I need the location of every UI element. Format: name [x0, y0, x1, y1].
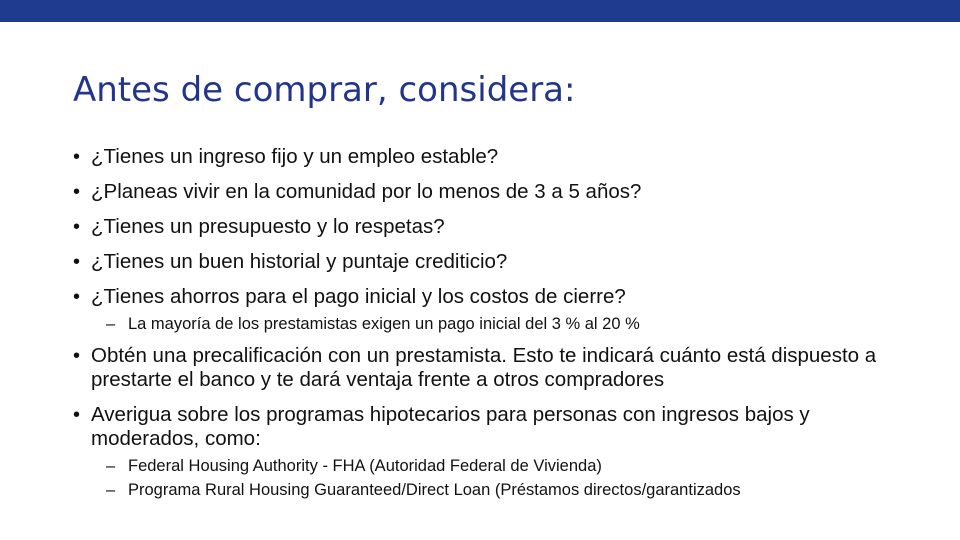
bullet-marker: • — [73, 286, 81, 308]
sub-list — [73, 312, 933, 336]
sub-bullet-text: La mayoría de los prestamistas exigen un pago inicial del 3 % al 20 % — [128, 314, 640, 333]
bullet-marker: • — [73, 344, 81, 367]
sub-bullet-text: Programa Rural Housing Guaranteed/Direct Loan (Préstamos directos/garantizados — [128, 480, 741, 499]
bullet-text: ¿Tienes un ingreso fijo y un empleo estable? — [91, 145, 499, 168]
bullet-marker: • — [73, 216, 81, 238]
slide-title: Antes de comprar, considera: — [73, 70, 576, 110]
bullet-list — [73, 145, 933, 502]
bullet-marker: • — [73, 146, 81, 168]
sub-bullet-marker: – — [106, 314, 116, 333]
sub-bullet-item — [106, 454, 933, 478]
sub-bullet-item — [106, 312, 933, 336]
bullet-item — [73, 215, 933, 240]
bullet-item — [73, 145, 933, 170]
sub-bullet-marker: – — [106, 456, 116, 475]
bullet-text: ¿Tienes un presupuesto y lo respetas? — [91, 215, 445, 238]
sub-bullet-text: Federal Housing Authority - FHA (Autoridad Federal de Vivienda) — [128, 456, 602, 475]
sub-bullet-item — [106, 478, 933, 502]
bullet-text: ¿Tienes ahorros para el pago inicial y los costos de cierre? — [91, 285, 626, 308]
bullet-item — [73, 180, 933, 205]
bullet-item-prequalification — [73, 344, 891, 393]
bullet-item-programs — [73, 403, 891, 452]
bullet-marker: • — [73, 403, 81, 426]
bullet-item — [73, 285, 933, 310]
bullet-marker: • — [73, 181, 81, 203]
bullet-text: ¿Planeas vivir en la comunidad por lo menos de 3 a 5 años? — [91, 180, 642, 203]
bullet-marker: • — [73, 251, 81, 273]
bullet-text: ¿Tienes un buen historial y puntaje crediticio? — [91, 250, 508, 273]
bullet-text: Averigua sobre los programas hipotecarios para personas con ingresos bajos y moderados, como: — [91, 402, 810, 450]
sub-list-programs — [73, 454, 933, 502]
bullet-text: Obtén una precalificación con un prestamista. Esto te indicará cuánto está dispuesto a prestarte el banco y te dará ventaja frente a otros compradores — [91, 343, 877, 391]
sub-bullet-marker: – — [106, 480, 116, 499]
bullet-item — [73, 250, 933, 275]
top-accent-bar — [0, 0, 960, 22]
